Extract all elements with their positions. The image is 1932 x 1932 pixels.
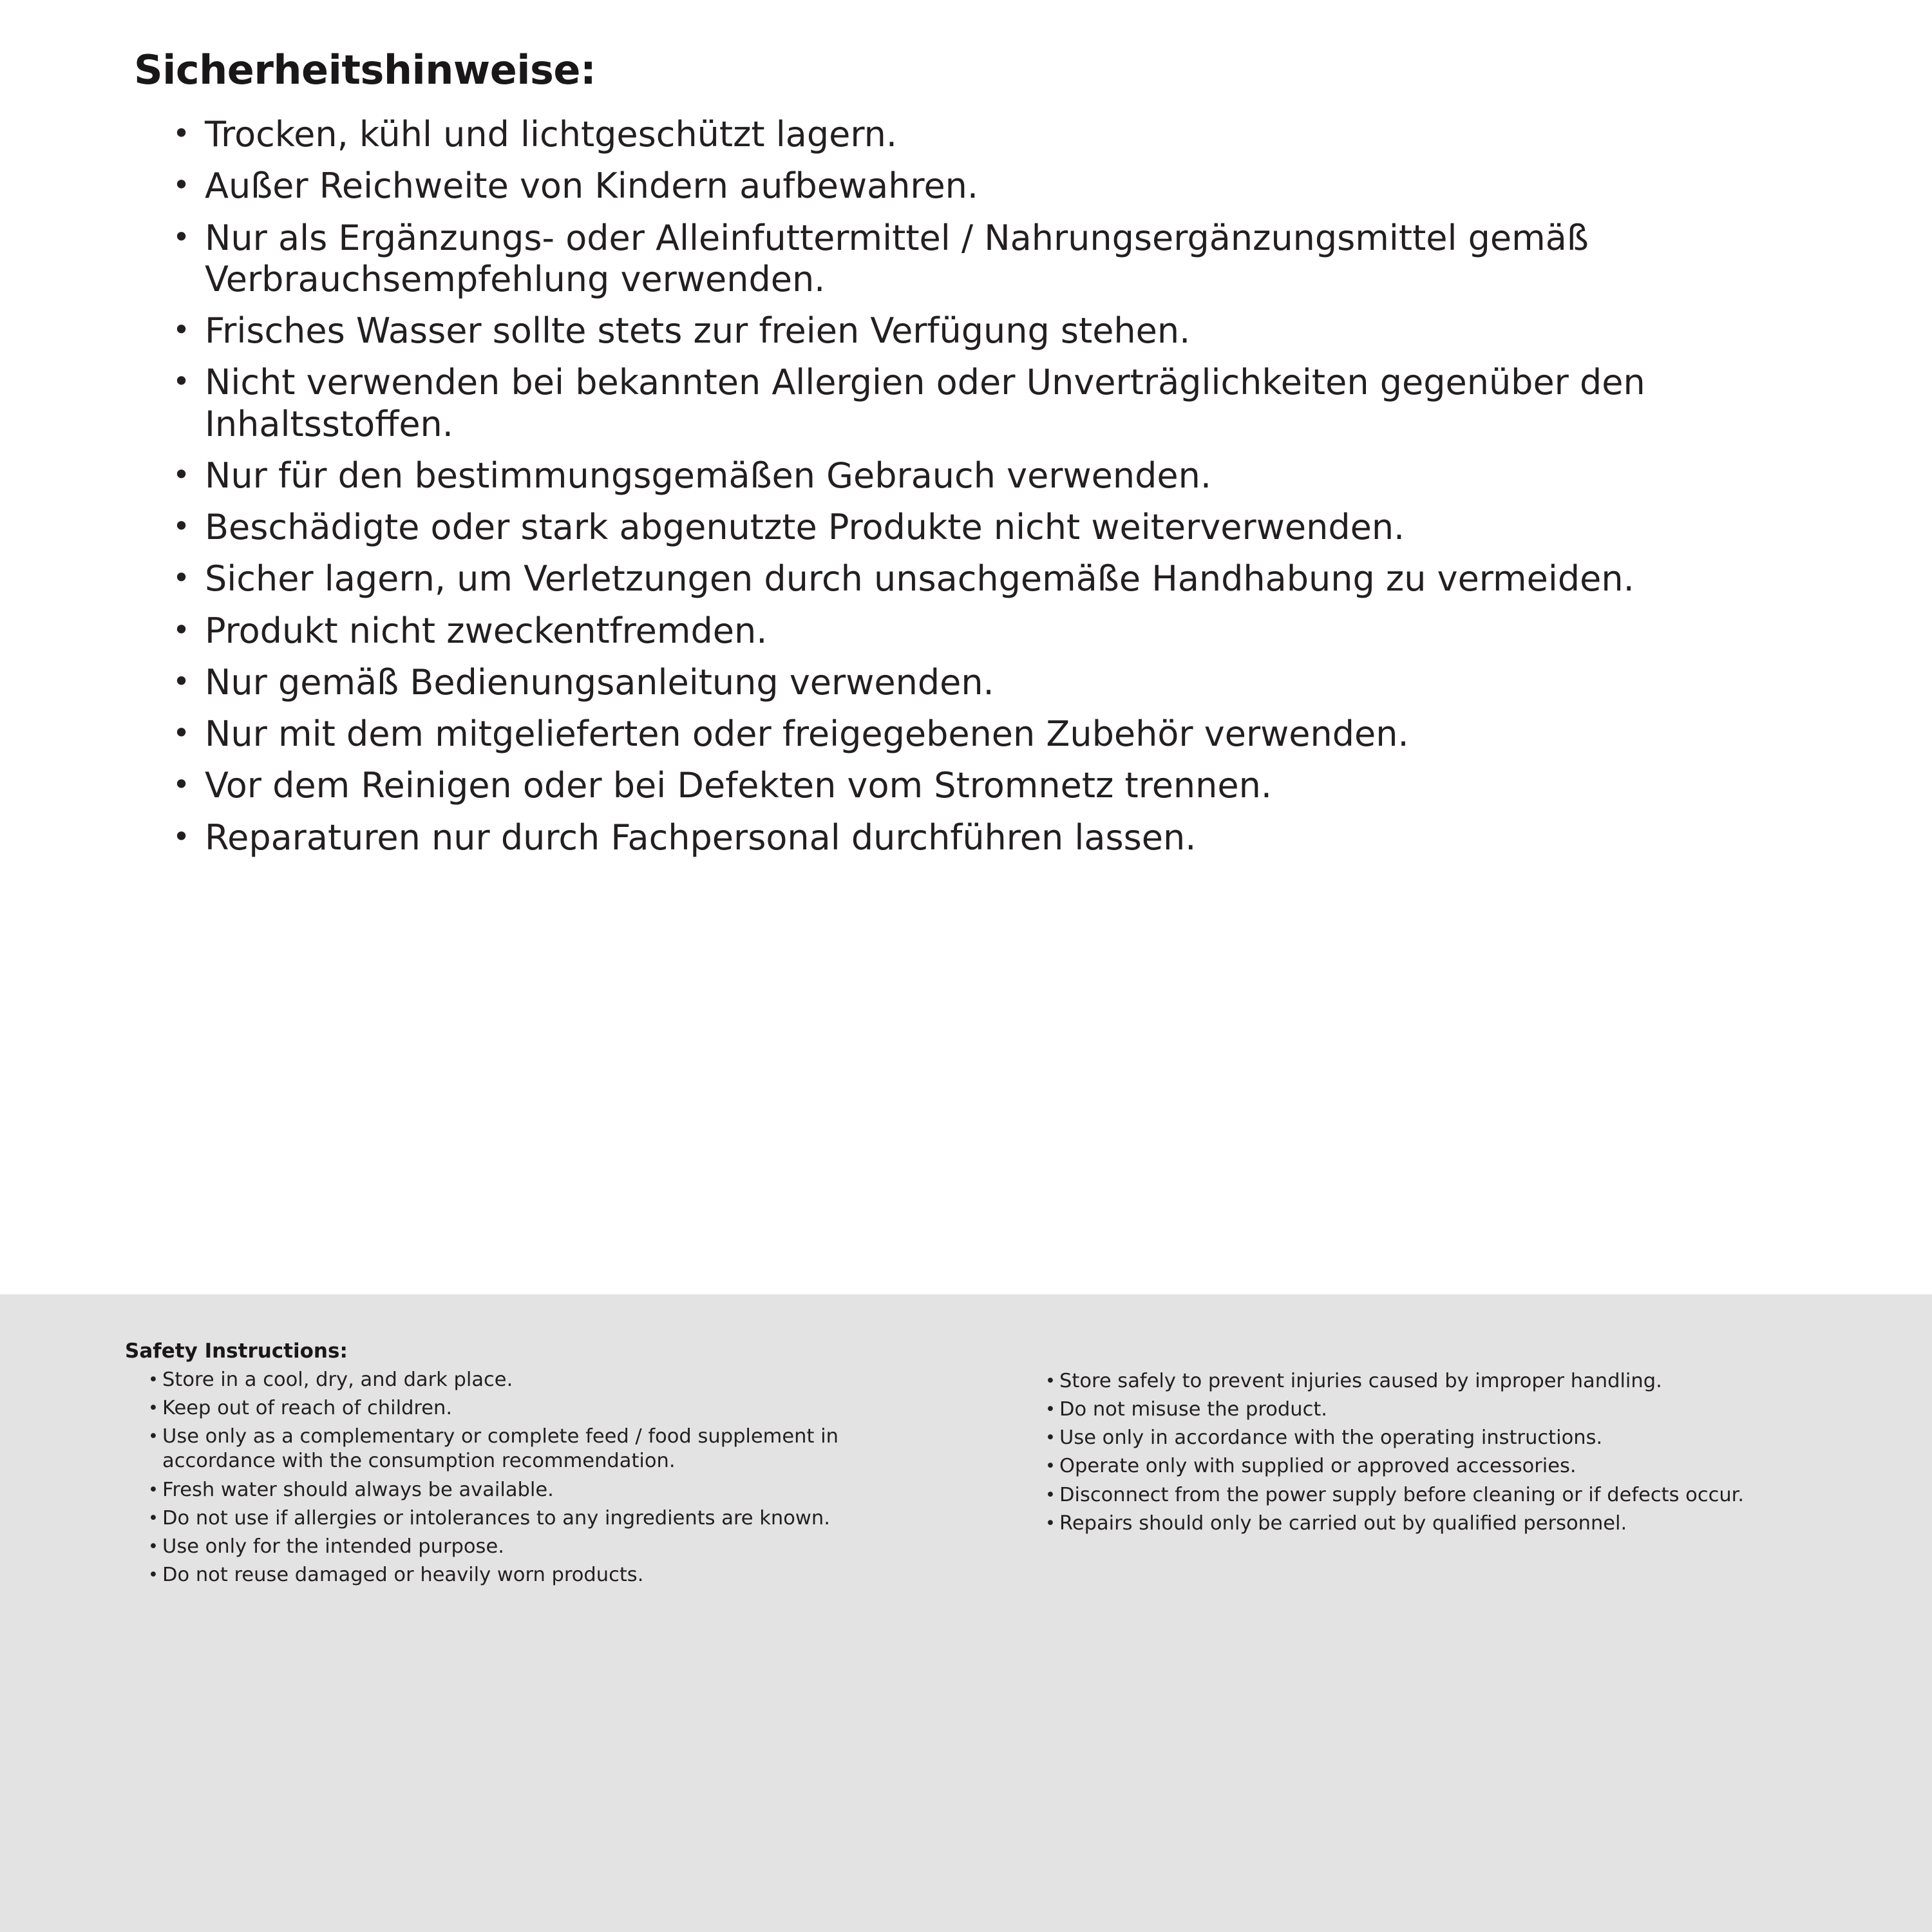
list-item-text: Nur als Ergänzungs- oder Alleinfuttermittel / Nahrungsergänzungsmittel gemäß Verbrauchsempfehlung verwenden. [205, 217, 1589, 299]
english-section-title: Safety Instructions: [125, 1340, 348, 1363]
bullet-icon: • [1045, 1484, 1056, 1505]
list-item-text: Repairs should only be carried out by qualified personnel. [1059, 1511, 1627, 1535]
bullet-icon: • [173, 457, 191, 492]
bullet-icon: • [173, 116, 191, 151]
list-item-text: Store safely to prevent injuries caused by improper handling. [1059, 1370, 1662, 1392]
bullet-icon: • [148, 1479, 158, 1500]
bullet-icon: • [148, 1508, 158, 1528]
list-item [167, 218, 1835, 301]
list-item [167, 166, 1835, 207]
bullet-icon: • [173, 663, 191, 699]
list-item [167, 714, 1835, 755]
bullet-icon: • [173, 167, 191, 203]
list-item [167, 114, 1835, 155]
list-item-text: Sicher lagern, um Verletzungen durch unsachgemäße Handhabung zu vermeiden. [205, 558, 1634, 600]
bullet-icon: • [148, 1564, 158, 1585]
list-item-text: Reparaturen nur durch Fachpersonal durchführen lassen. [205, 817, 1197, 858]
list-item-text: Nur für den bestimmungsgemäßen Gebrauch verwenden. [205, 455, 1211, 496]
list-item [148, 1506, 958, 1531]
list-item [167, 362, 1835, 445]
list-item [167, 455, 1835, 497]
list-item [1045, 1426, 1855, 1450]
bullet-icon: • [148, 1370, 158, 1390]
list-item [167, 310, 1835, 352]
list-item [167, 558, 1835, 600]
list-item [1045, 1454, 1855, 1479]
list-item-text: Disconnect from the power supply before cleaning or if defects occur. [1059, 1483, 1745, 1506]
bullet-icon: • [173, 312, 191, 347]
english-safety-section [0, 1294, 1932, 1932]
list-item-text: Nicht verwenden bei bekannten Allergien oder Unverträglichkeiten gegenüber den Inhaltsstoffen. [205, 362, 1645, 444]
english-safety-list-left [122, 1368, 958, 1587]
german-safety-list [129, 114, 1835, 858]
list-item-text: Frisches Wasser sollte stets zur freien Verfügung stehen. [205, 310, 1191, 351]
bullet-icon: • [148, 1426, 158, 1447]
list-item [1045, 1483, 1855, 1508]
bullet-icon: • [1045, 1428, 1056, 1448]
bullet-icon: • [173, 715, 191, 750]
list-item-text: Nur mit dem mitgelieferten oder freigegebenen Zubehör verwenden. [205, 714, 1409, 754]
list-item [167, 817, 1835, 858]
list-item [1045, 1397, 1855, 1422]
bullet-icon: • [1045, 1456, 1056, 1477]
list-item-text: Use only in accordance with the operating instructions. [1059, 1426, 1603, 1450]
bullet-icon: • [173, 509, 191, 544]
bullet-icon: • [148, 1398, 158, 1419]
list-item [148, 1478, 958, 1502]
list-item-text: Vor dem Reinigen oder bei Defekten vom Stromnetz trennen. [205, 765, 1272, 806]
bullet-icon: • [173, 560, 191, 596]
list-item-text: Beschädigte oder stark abgenutzte Produkte nicht weiterverwenden. [205, 507, 1405, 547]
english-column-right [1019, 1368, 1855, 1540]
bullet-icon: • [1045, 1399, 1056, 1420]
english-column-left [122, 1368, 958, 1591]
list-item-text: Außer Reichweite von Kindern aufbewahren. [205, 166, 979, 207]
list-item-text: Do not reuse damaged or heavily worn products. [162, 1563, 644, 1586]
bullet-icon: • [1045, 1513, 1056, 1533]
bullet-icon: • [173, 767, 191, 802]
list-item [1045, 1511, 1855, 1536]
list-item [148, 1425, 958, 1473]
list-item-text: Keep out of reach of children. [162, 1397, 453, 1420]
bullet-icon: • [173, 819, 191, 854]
list-item-text: Produkt nicht zweckentfremden. [205, 610, 768, 651]
list-item-text: Operate only with supplied or approved accessories. [1059, 1455, 1577, 1478]
english-columns [122, 1368, 1855, 1591]
list-item [148, 1563, 958, 1587]
bullet-icon: • [173, 219, 191, 254]
list-item [148, 1368, 958, 1392]
english-safety-list-right [1019, 1369, 1855, 1536]
list-item-text: Do not use if allergies or intolerances to any ingredients are known. [162, 1506, 830, 1530]
bullet-icon: • [1045, 1371, 1056, 1391]
list-item [1045, 1369, 1855, 1394]
list-item [167, 662, 1835, 703]
list-item-text: Do not misuse the product. [1059, 1398, 1327, 1421]
list-item-text: Nur gemäß Bedienungsanleitung verwenden. [205, 661, 994, 703]
bullet-icon: • [148, 1536, 158, 1557]
list-item [167, 611, 1835, 652]
list-item-text: Use only as a complementary or complete feed / food supplement in accordance with the consumption recommendation. [162, 1425, 838, 1473]
list-item-text: Store in a cool, dry, and dark place. [162, 1368, 513, 1391]
list-item [167, 507, 1835, 548]
list-item-text: Use only for the intended purpose. [162, 1535, 504, 1558]
list-item-text: Fresh water should always be available. [162, 1478, 554, 1501]
bullet-icon: • [173, 612, 191, 647]
german-section-title: Sicherheitshinweise: [134, 46, 596, 93]
list-item [167, 765, 1835, 806]
list-item [148, 1535, 958, 1559]
list-item [148, 1396, 958, 1421]
list-item-text: Trocken, kühl und lichtgeschützt lagern. [205, 114, 897, 155]
bullet-icon: • [173, 364, 191, 399]
